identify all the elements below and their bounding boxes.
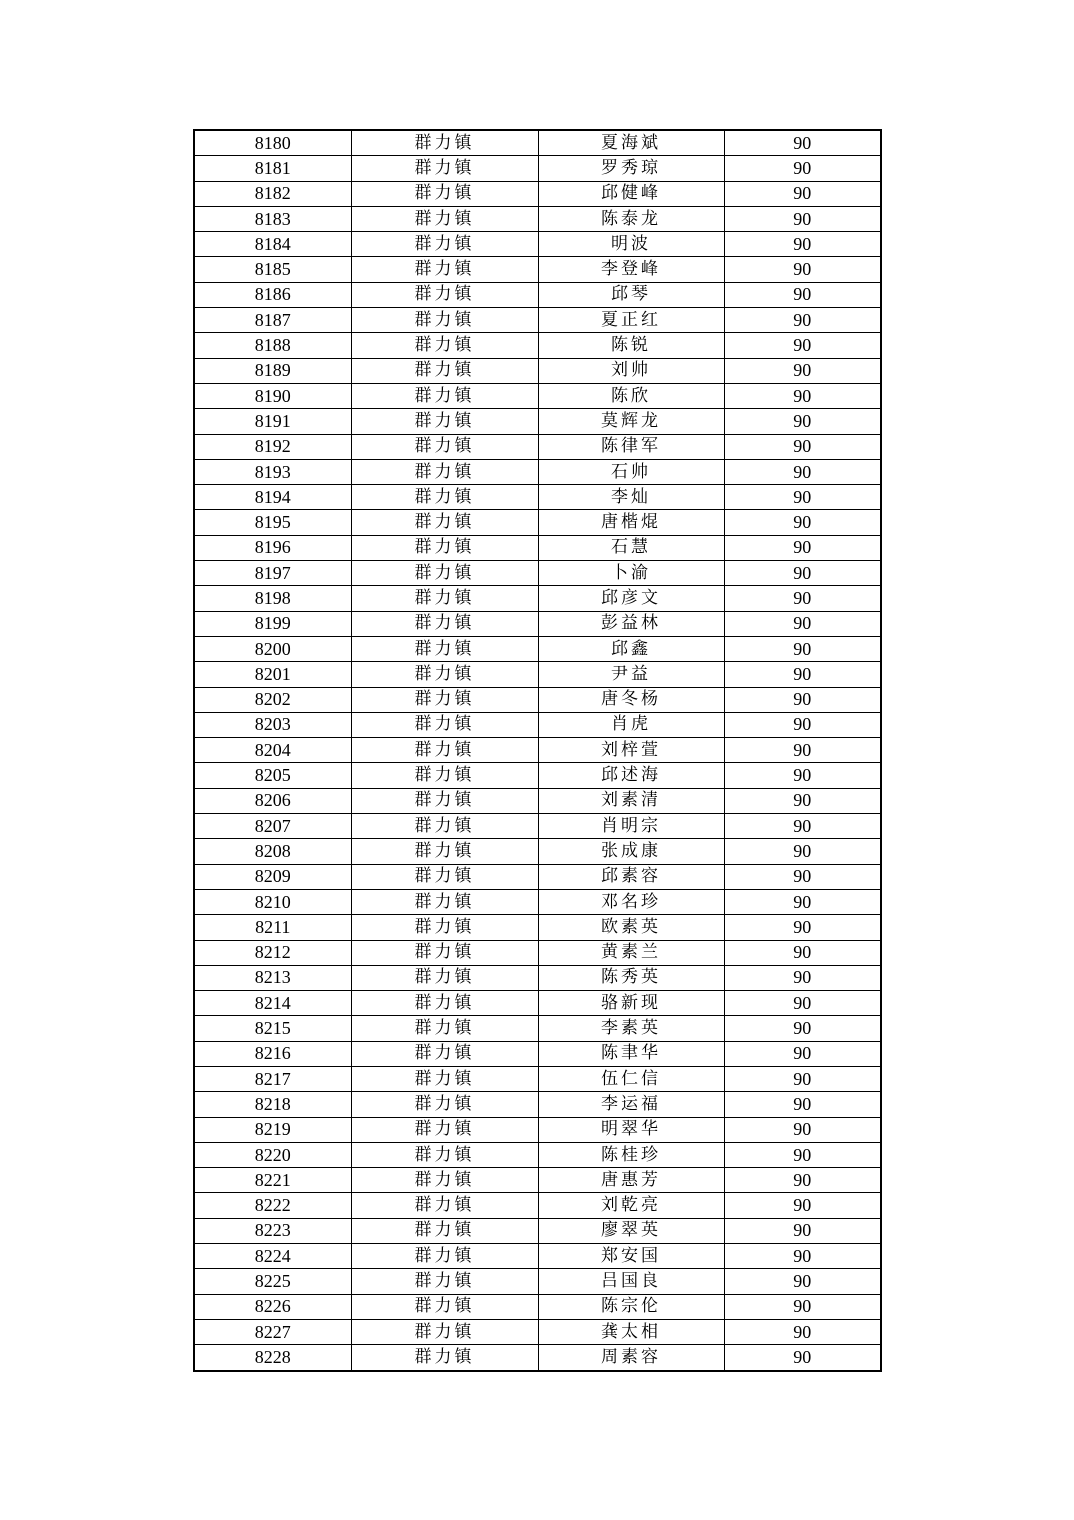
person-name-cell: 李运福 [538,1092,724,1117]
row-number-cell: 8215 [194,1016,351,1041]
score-cell: 90 [724,1142,881,1167]
score-cell: 90 [724,763,881,788]
person-name-cell: 陈锐 [538,333,724,358]
person-name-cell: 邱彦文 [538,586,724,611]
row-number-cell: 8202 [194,687,351,712]
table-row [194,1294,881,1319]
person-name-cell: 唐楷焜 [538,510,724,535]
town-cell: 群力镇 [351,561,538,586]
town-cell: 群力镇 [351,763,538,788]
town-cell: 群力镇 [351,1294,538,1319]
score-cell: 90 [724,485,881,510]
person-name-cell: 石帅 [538,459,724,484]
person-name-cell: 肖虎 [538,712,724,737]
row-number-cell: 8185 [194,257,351,282]
table-row [194,611,881,636]
person-name-cell: 李登峰 [538,257,724,282]
person-name-cell: 刘帅 [538,358,724,383]
person-name-cell: 明翠华 [538,1117,724,1142]
score-cell: 90 [724,434,881,459]
person-name-cell: 石慧 [538,535,724,560]
town-cell: 群力镇 [351,535,538,560]
person-name-cell: 龚太相 [538,1319,724,1344]
person-name-cell: 陈泰龙 [538,206,724,231]
table-row [194,1168,881,1193]
row-number-cell: 8200 [194,636,351,661]
row-number-cell: 8189 [194,358,351,383]
table-row [194,991,881,1016]
person-name-cell: 邱健峰 [538,181,724,206]
table-row [194,181,881,206]
row-number-cell: 8228 [194,1345,351,1371]
table-row [194,738,881,763]
town-cell: 群力镇 [351,1041,538,1066]
score-cell: 90 [724,1168,881,1193]
score-cell: 90 [724,687,881,712]
score-cell: 90 [724,206,881,231]
score-cell: 90 [724,1117,881,1142]
score-cell: 90 [724,1294,881,1319]
row-number-cell: 8213 [194,965,351,990]
score-cell: 90 [724,712,881,737]
table-row [194,662,881,687]
town-cell: 群力镇 [351,839,538,864]
score-cell: 90 [724,738,881,763]
person-name-cell: 莫辉龙 [538,409,724,434]
town-cell: 群力镇 [351,788,538,813]
score-cell: 90 [724,940,881,965]
town-cell: 群力镇 [351,1319,538,1344]
town-cell: 群力镇 [351,358,538,383]
town-cell: 群力镇 [351,409,538,434]
person-name-cell: 伍仁信 [538,1066,724,1091]
table-row [194,763,881,788]
town-cell: 群力镇 [351,1092,538,1117]
town-cell: 群力镇 [351,206,538,231]
score-cell: 90 [724,459,881,484]
score-cell: 90 [724,611,881,636]
table-row [194,282,881,307]
person-name-cell: 刘素清 [538,788,724,813]
town-cell: 群力镇 [351,232,538,257]
score-cell: 90 [724,991,881,1016]
row-number-cell: 8188 [194,333,351,358]
person-name-cell: 周素容 [538,1345,724,1371]
row-number-cell: 8197 [194,561,351,586]
score-cell: 90 [724,409,881,434]
person-name-cell: 陈桂珍 [538,1142,724,1167]
person-name-cell: 黄素兰 [538,940,724,965]
town-cell: 群力镇 [351,308,538,333]
person-name-cell: 廖翠英 [538,1218,724,1243]
row-number-cell: 8224 [194,1244,351,1269]
town-cell: 群力镇 [351,864,538,889]
score-cell: 90 [724,333,881,358]
table-row [194,814,881,839]
row-number-cell: 8196 [194,535,351,560]
score-cell: 90 [724,257,881,282]
table-row [194,561,881,586]
score-cell: 90 [724,383,881,408]
town-cell: 群力镇 [351,1345,538,1371]
score-cell: 90 [724,181,881,206]
score-cell: 90 [724,1319,881,1344]
row-number-cell: 8218 [194,1092,351,1117]
score-cell: 90 [724,965,881,990]
row-number-cell: 8209 [194,864,351,889]
town-cell: 群力镇 [351,915,538,940]
row-number-cell: 8199 [194,611,351,636]
table-row [194,1016,881,1041]
score-cell: 90 [724,1066,881,1091]
town-cell: 群力镇 [351,1218,538,1243]
person-name-cell: 骆新现 [538,991,724,1016]
table-row [194,965,881,990]
score-cell: 90 [724,839,881,864]
town-cell: 群力镇 [351,940,538,965]
town-cell: 群力镇 [351,257,538,282]
person-name-cell: 肖明宗 [538,814,724,839]
score-cell: 90 [724,282,881,307]
town-cell: 群力镇 [351,814,538,839]
person-name-cell: 邱琴 [538,282,724,307]
row-number-cell: 8214 [194,991,351,1016]
row-number-cell: 8187 [194,308,351,333]
town-cell: 群力镇 [351,333,538,358]
town-cell: 群力镇 [351,130,538,156]
table-row [194,1041,881,1066]
score-cell: 90 [724,308,881,333]
row-number-cell: 8217 [194,1066,351,1091]
table-row [194,915,881,940]
score-cell: 90 [724,130,881,156]
score-cell: 90 [724,1244,881,1269]
table-row [194,510,881,535]
row-number-cell: 8211 [194,915,351,940]
table-row [194,864,881,889]
person-name-cell: 唐惠芳 [538,1168,724,1193]
score-cell: 90 [724,232,881,257]
score-cell: 90 [724,864,881,889]
score-cell: 90 [724,1193,881,1218]
town-cell: 群力镇 [351,485,538,510]
person-name-cell: 陈聿华 [538,1041,724,1066]
roster-table [193,129,882,1372]
town-cell: 群力镇 [351,510,538,535]
town-cell: 群力镇 [351,282,538,307]
row-number-cell: 8183 [194,206,351,231]
table-row [194,257,881,282]
row-number-cell: 8181 [194,156,351,181]
person-name-cell: 刘梓萱 [538,738,724,763]
table-row [194,839,881,864]
row-number-cell: 8210 [194,889,351,914]
table-row [194,712,881,737]
row-number-cell: 8201 [194,662,351,687]
row-number-cell: 8184 [194,232,351,257]
town-cell: 群力镇 [351,889,538,914]
person-name-cell: 陈律军 [538,434,724,459]
person-name-cell: 陈秀英 [538,965,724,990]
row-number-cell: 8204 [194,738,351,763]
row-number-cell: 8220 [194,1142,351,1167]
row-number-cell: 8219 [194,1117,351,1142]
table-row [194,130,881,156]
score-cell: 90 [724,1269,881,1294]
score-cell: 90 [724,788,881,813]
row-number-cell: 8207 [194,814,351,839]
town-cell: 群力镇 [351,434,538,459]
town-cell: 群力镇 [351,1066,538,1091]
table-row [194,1117,881,1142]
row-number-cell: 8226 [194,1294,351,1319]
score-cell: 90 [724,561,881,586]
row-number-cell: 8195 [194,510,351,535]
row-number-cell: 8225 [194,1269,351,1294]
person-name-cell: 夏海斌 [538,130,724,156]
town-cell: 群力镇 [351,712,538,737]
town-cell: 群力镇 [351,383,538,408]
person-name-cell: 吕国良 [538,1269,724,1294]
table-row [194,1269,881,1294]
row-number-cell: 8182 [194,181,351,206]
row-number-cell: 8191 [194,409,351,434]
town-cell: 群力镇 [351,156,538,181]
person-name-cell: 陈欣 [538,383,724,408]
row-number-cell: 8221 [194,1168,351,1193]
table-row [194,1142,881,1167]
score-cell: 90 [724,586,881,611]
table-row [194,308,881,333]
person-name-cell: 刘乾亮 [538,1193,724,1218]
table-row [194,1066,881,1091]
score-cell: 90 [724,1016,881,1041]
town-cell: 群力镇 [351,662,538,687]
person-name-cell: 邱鑫 [538,636,724,661]
score-cell: 90 [724,915,881,940]
row-number-cell: 8198 [194,586,351,611]
score-cell: 90 [724,510,881,535]
town-cell: 群力镇 [351,459,538,484]
town-cell: 群力镇 [351,1269,538,1294]
score-cell: 90 [724,1345,881,1371]
person-name-cell: 欧素英 [538,915,724,940]
score-cell: 90 [724,358,881,383]
person-name-cell: 郑安国 [538,1244,724,1269]
person-name-cell: 邱述海 [538,763,724,788]
row-number-cell: 8180 [194,130,351,156]
table-row [194,535,881,560]
town-cell: 群力镇 [351,586,538,611]
score-cell: 90 [724,662,881,687]
score-cell: 90 [724,889,881,914]
town-cell: 群力镇 [351,1244,538,1269]
town-cell: 群力镇 [351,1193,538,1218]
town-cell: 群力镇 [351,636,538,661]
table-row [194,1218,881,1243]
town-cell: 群力镇 [351,611,538,636]
score-cell: 90 [724,1218,881,1243]
table-row [194,687,881,712]
town-cell: 群力镇 [351,991,538,1016]
row-number-cell: 8212 [194,940,351,965]
row-number-cell: 8193 [194,459,351,484]
row-number-cell: 8186 [194,282,351,307]
town-cell: 群力镇 [351,1142,538,1167]
table-row [194,206,881,231]
score-cell: 90 [724,156,881,181]
table-row [194,434,881,459]
person-name-cell: 尹益 [538,662,724,687]
table-row [194,156,881,181]
table-row [194,333,881,358]
table-row [194,383,881,408]
town-cell: 群力镇 [351,181,538,206]
row-number-cell: 8223 [194,1218,351,1243]
table-row [194,586,881,611]
town-cell: 群力镇 [351,1016,538,1041]
row-number-cell: 8206 [194,788,351,813]
row-number-cell: 8190 [194,383,351,408]
row-number-cell: 8216 [194,1041,351,1066]
score-cell: 90 [724,636,881,661]
person-name-cell: 邓名珍 [538,889,724,914]
table-row [194,358,881,383]
table-row [194,1244,881,1269]
town-cell: 群力镇 [351,687,538,712]
person-name-cell: 唐冬杨 [538,687,724,712]
table-row [194,636,881,661]
row-number-cell: 8192 [194,434,351,459]
score-cell: 90 [724,814,881,839]
table-row [194,889,881,914]
table-row [194,940,881,965]
town-cell: 群力镇 [351,738,538,763]
table-row [194,232,881,257]
table-row [194,788,881,813]
table-row [194,1193,881,1218]
person-name-cell: 李灿 [538,485,724,510]
person-name-cell: 夏正红 [538,308,724,333]
town-cell: 群力镇 [351,965,538,990]
table-row [194,485,881,510]
town-cell: 群力镇 [351,1168,538,1193]
score-cell: 90 [724,1092,881,1117]
row-number-cell: 8205 [194,763,351,788]
person-name-cell: 张成康 [538,839,724,864]
table-row [194,409,881,434]
row-number-cell: 8227 [194,1319,351,1344]
roster-table-body [194,130,881,1371]
town-cell: 群力镇 [351,1117,538,1142]
person-name-cell: 李素英 [538,1016,724,1041]
table-row [194,459,881,484]
person-name-cell: 罗秀琼 [538,156,724,181]
person-name-cell: 彭益林 [538,611,724,636]
row-number-cell: 8203 [194,712,351,737]
score-cell: 90 [724,535,881,560]
person-name-cell: 卜渝 [538,561,724,586]
person-name-cell: 邱素容 [538,864,724,889]
person-name-cell: 陈宗伦 [538,1294,724,1319]
table-row [194,1319,881,1344]
row-number-cell: 8208 [194,839,351,864]
score-cell: 90 [724,1041,881,1066]
table-row [194,1092,881,1117]
table-row [194,1345,881,1371]
row-number-cell: 8222 [194,1193,351,1218]
row-number-cell: 8194 [194,485,351,510]
person-name-cell: 明波 [538,232,724,257]
